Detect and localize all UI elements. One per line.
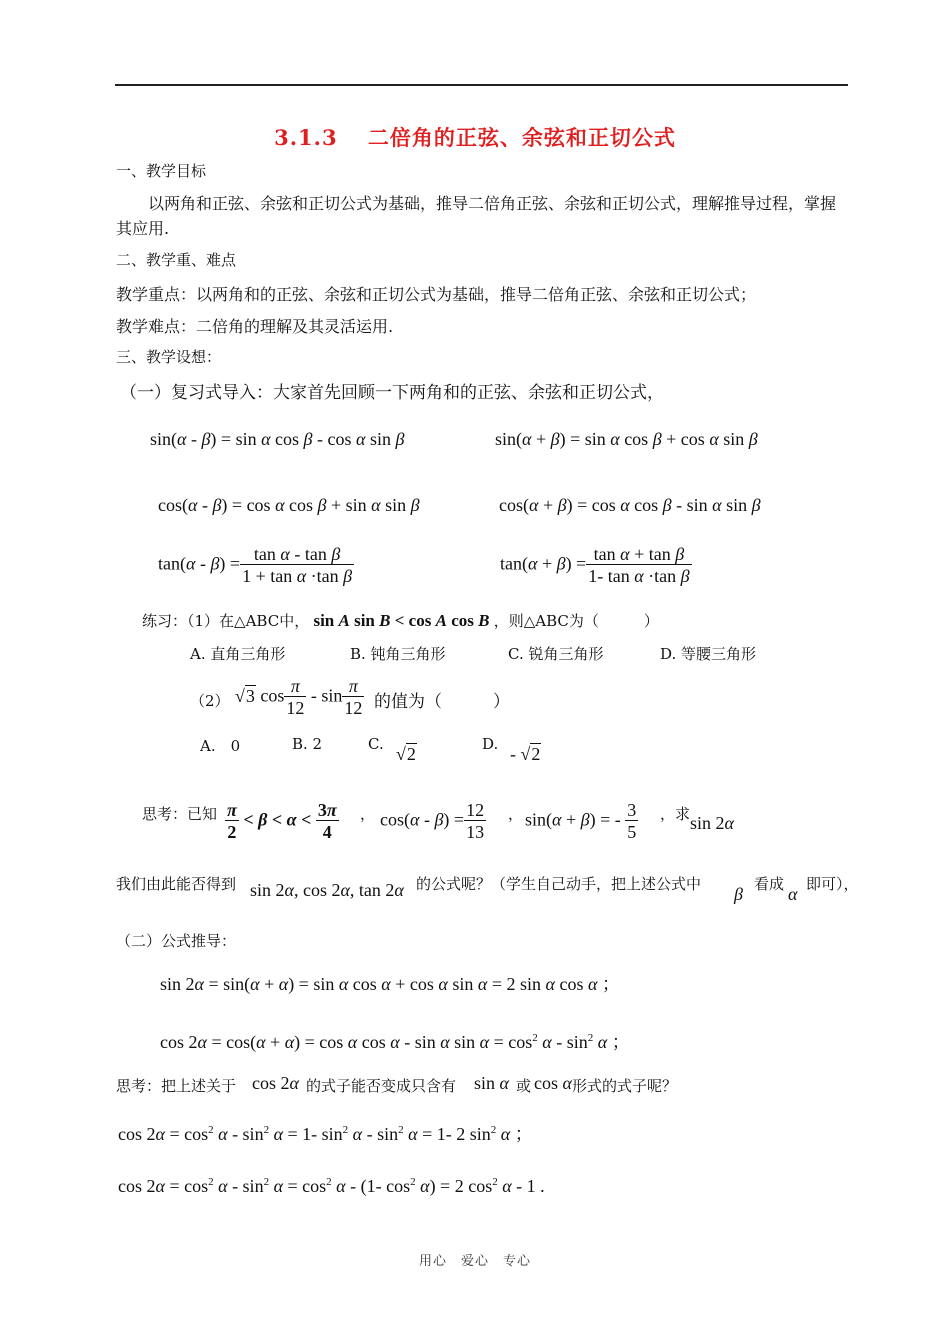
exercise2-prefix: （2） [190,692,230,710]
exercise1-prefix: 练习：（1）在△ABC中， [142,612,310,630]
think1-prefix: 思考：已知 [142,805,218,823]
formula-tan-sum: tan(α + β) = $\frac{\text{tan α + tan β}}{\text{1- tan α ·tan β}}$ [500,544,690,586]
question-end: 即可）， [806,875,859,893]
think1-sep3: ，求 [660,805,691,823]
exercise1-option-b: B. 钝角三角形 [350,645,446,663]
think2-cosa: cos α [534,1073,572,1093]
part2-heading: （二）公式推导： [116,932,237,950]
exercise1 [142,610,659,631]
exercise1-suffix: ，则△ABC为（ ） [493,612,659,630]
question-seen-as: 看成 [754,875,785,893]
header-rule [115,84,848,86]
think2-middle: 的式子能否变成只含有 [306,1077,457,1095]
think1-angle-range: $\frac{\pi}{2}$ < β < α < $\frac{3\pi}{4}$ [227,800,337,842]
question-formulas: sin 2α, cos 2α, tan 2α [250,880,404,900]
think2-or: 或 [516,1077,532,1095]
page-footer: 用心 爱心 专心 [418,1254,531,1269]
exercise2-option-b: B. 2 [292,735,323,753]
section1-text-line2: 其应用. [116,219,170,238]
formula-cos-sum: cos(α + β) = cos α cos β - sin α sin β [499,495,761,515]
think2-prefix: 思考：把上述关于 [116,1077,237,1095]
think2-end: 形式的式子呢？ [572,1077,678,1095]
derivation-cos2a-sin-form: $\cos 2\alpha = \cos^2 \alpha - \sin^2 \alpha = 1-$ $\sin^2 \alpha - \sin^2 \alpha = 1-$ 2 $\sin^2 \alpha$ ； [118,1124,533,1144]
think2-cos2a: cos 2α [252,1073,299,1093]
section3-heading: 三、教学设想： [116,348,222,366]
exercise1-option-c: C. 锐角三角形 [508,645,604,663]
think1-sep1: ， [360,805,376,823]
question-prefix: 我们由此能否得到 [116,875,237,893]
exercise2-suffix: 的值为（ ） [374,692,510,712]
section1-heading: 一、教学目标 [116,162,207,180]
section1-text-line1: 以两角和正弦、余弦和正切公式为基础，推导二倍角正弦、余弦和正切公式，理解推导过程，掌握 [148,194,837,213]
exercise2-expression: √3 cos $\frac{\pi}{12}$ - sin $\frac{\pi}{12}$ [235,676,363,718]
exercise2-option-a: A. 0 [200,737,241,755]
derivation-cos2a-cos-form: $\cos 2\alpha = \cos^2 \alpha - \sin^2 \alpha = \cos^2 \alpha - (1-$ $\cos^2 \alpha) = 2$ $\cos^2 \alpha - 1$ . [118,1176,545,1196]
question-middle: 的公式呢？（学生自己动手，把上述公式中 [416,875,702,893]
exercise2-option-d-label: D. [482,735,499,753]
formula-cos-difference: cos(α - β) = cos α cos β + sin α sin β [158,495,420,515]
formula-sin-sum: sin(α + β) = sin α cos β + cos α sin β [495,429,758,449]
think1-target: sin 2α [690,813,734,833]
exercise2-option-d-value: - √2 [510,744,541,764]
review-intro: （一）复习式导入：大家首先回顾一下两角和的正弦、余弦和正切公式， [120,383,664,403]
think1-sin-condition: sin(α + β) = - $\frac{3}{5}$ [525,800,637,842]
exercise1-option-d: D. 等腰三角形 [660,645,757,663]
key-point: 教学重点：以两角和的正弦、余弦和正切公式为基础，推导二倍角正弦、余弦和正切公式； [116,285,757,304]
exercise2-option-c-value: √2 [396,744,416,764]
formula-tan-difference: tan(α - β) = $\frac{\text{tan α - tan β}}{\text{1 + tan α ·tan β}}$ [158,544,353,586]
think1-sep2: ， [508,805,524,823]
exercise1-condition: sin A sin B < cos A cos B [309,611,490,630]
question-beta: β [734,884,743,904]
derivation-cos2a: cos 2α = cos(α + α) = cos α cos α - sin α $\sin \alpha = \cos^2 \alpha - \sin^2 \alpha$ ； [160,1032,630,1052]
section2-heading: 二、教学重、难点 [116,251,237,269]
exercise2-option-c-label: C. [368,735,384,753]
question-alpha: α [788,884,798,904]
page-title: 3.1.3 二倍角的正弦、余弦和正切公式 [274,125,676,150]
formula-sin-difference: sin(α - β) = sin α cos β - cos α sin β [150,429,405,449]
exercise1-option-a: A. 直角三角形 [190,645,286,663]
think1-cos-condition: cos(α - β) = $\frac{12}{13}$ [380,800,485,842]
derivation-sin2a: sin 2α = sin(α + α) = sin α cos α + cos α sin α = 2 sin α cos α ； [160,974,620,994]
think2-sina: sin α [474,1073,509,1093]
difficulty-point: 教学难点：二倍角的理解及其灵活运用. [116,317,394,336]
